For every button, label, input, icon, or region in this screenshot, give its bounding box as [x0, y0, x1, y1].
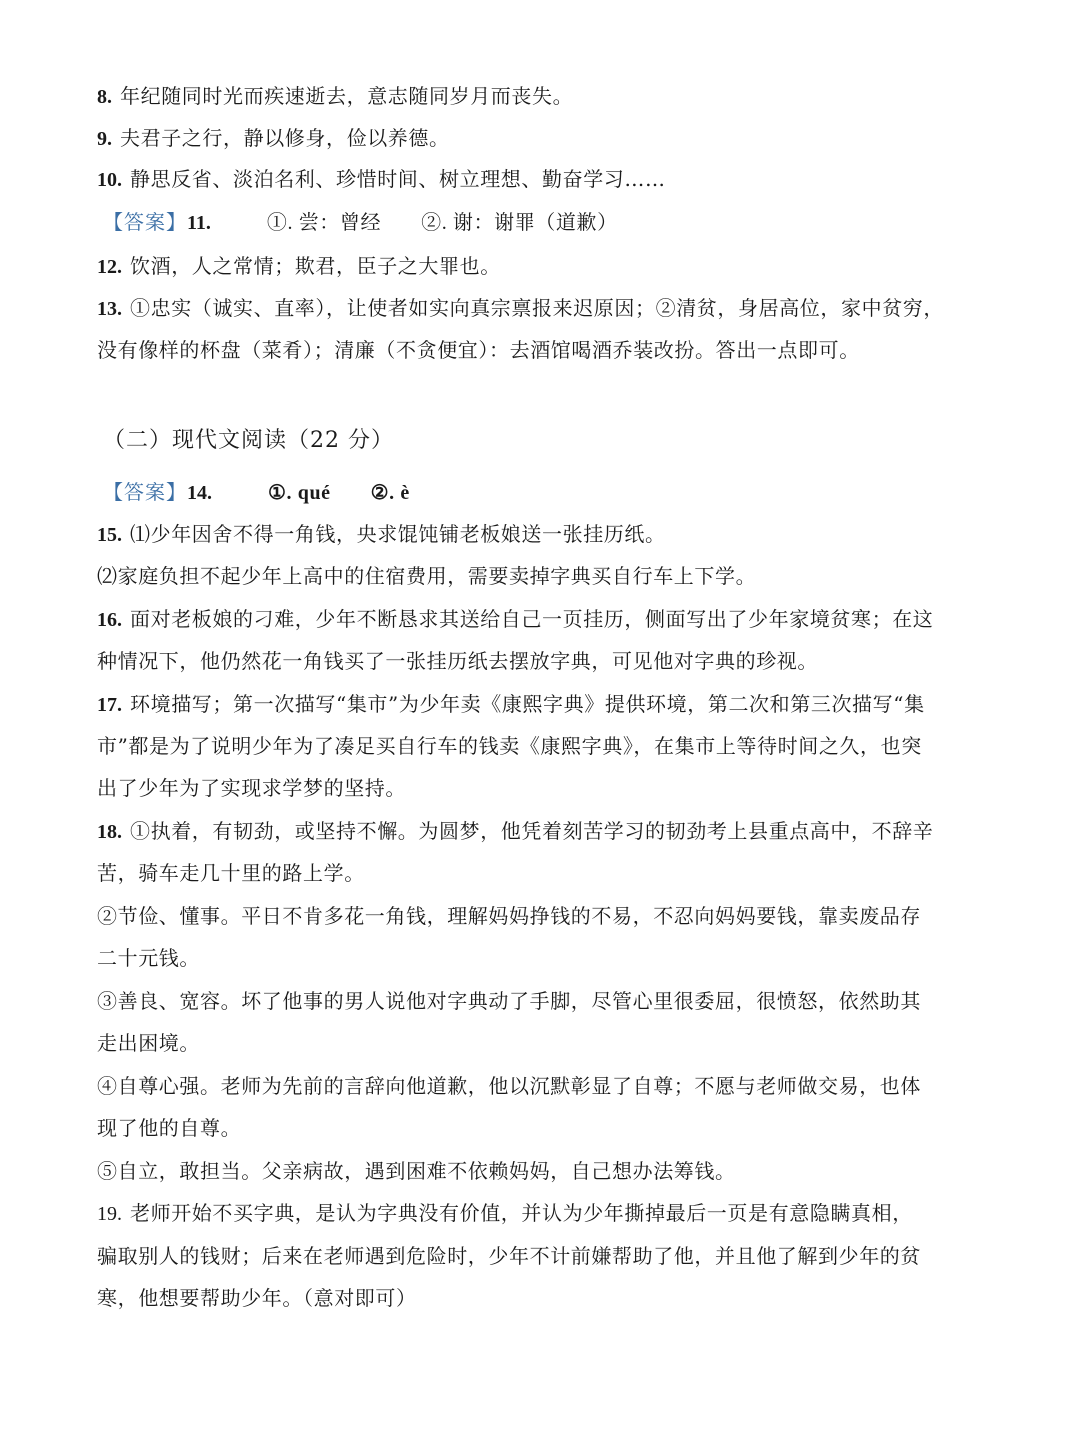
answer-tag: 【答案】: [103, 480, 187, 504]
answer-q17: [97, 690, 925, 719]
answer-q14: [103, 478, 410, 507]
answer-text: 苦，骑车走几十里的路上学。: [97, 861, 365, 885]
answer-q19-continued: [97, 1284, 417, 1312]
answer-tag: 【答案】: [103, 210, 187, 234]
answer-text: 走出困境。: [97, 1031, 200, 1055]
answer-text: ①执着，有韧劲，或坚持不懈。为圆梦，他凭着刻苦学习的韧劲考上县重点高中，不辞辛: [130, 819, 934, 843]
answer-q15: [97, 520, 666, 549]
answer-text: ⑤自立，敢担当。父亲病故，遇到困难不依赖妈妈，自己想办法筹钱。: [97, 1159, 736, 1183]
question-number: 13.: [97, 298, 122, 320]
answer-q16: [97, 605, 933, 634]
question-number: 18.: [97, 821, 122, 843]
answer-q13-continued: [97, 336, 860, 364]
answer-text: 出了少年为了实现求学梦的坚持。: [97, 776, 406, 800]
answer-text: ⑴少年因舍不得一角钱，央求馄饨铺老板娘送一张挂历纸。: [130, 522, 666, 546]
answer-q19-continued: [97, 1242, 921, 1270]
answer-q16-continued: [97, 647, 818, 675]
question-number: 14.: [187, 482, 212, 504]
answer-q18-point4: [97, 1072, 921, 1100]
answer-text: 寒，他想要帮助少年。（意对即可）: [97, 1286, 417, 1310]
answer-q18-point5: [97, 1157, 736, 1185]
answer-text: 饮酒，人之常情；欺君，臣子之大罪也。: [130, 254, 501, 278]
answer-text: 骗取别人的钱财；后来在老师遇到危险时，少年不计前嫌帮助了他，并且他了解到少年的贫: [97, 1244, 921, 1268]
answer-option-2: ②. 谢：谢罪（道歉）: [421, 212, 618, 234]
answer-q18-point3: [97, 987, 921, 1015]
answer-q18-point2-continued: [97, 944, 200, 972]
answer-q18-point2: [97, 902, 921, 930]
answer-text: ④自尊心强。老师为先前的言辞向他道歉，他以沉默彰显了自尊；不愿与老师做交易，也体: [97, 1074, 921, 1098]
question-number: 15.: [97, 524, 122, 546]
question-number: 16.: [97, 609, 122, 631]
answer-q18-point3-continued: [97, 1029, 200, 1057]
answer-q8: [97, 82, 573, 111]
answer-q13: [97, 294, 944, 323]
answer-text: 老师开始不买字典，是认为字典没有价值，并认为少年撕掉最后一页是有意隐瞒真相，: [130, 1201, 913, 1225]
answer-q10: [97, 165, 666, 194]
answer-text: 面对老板娘的刁难，少年不断恳求其送给自己一页挂历，侧面写出了少年家境贫寒；在这: [130, 607, 934, 631]
answer-text: ①忠实（诚实、直率），让使者如实向真宗禀报来迟原因；②清贫，身居高位，家中贫穷，: [130, 296, 944, 320]
question-number: 17.: [97, 694, 122, 716]
answer-text: ③善良、宽容。坏了他事的男人说他对字典动了手脚，尽管心里很委屈，很愤怒，依然助其: [97, 989, 921, 1013]
answer-option-1: ①. 尝：曾经: [266, 212, 382, 234]
answer-q18-point4-continued: [97, 1114, 241, 1142]
answer-text: 现了他的自尊。: [97, 1116, 242, 1140]
answer-q18-continued: [97, 859, 365, 887]
answer-text: 没有像样的杯盘（菜肴）；清廉（不贪便宜）：去酒馆喝酒乔装改扮。答出一点即可。: [97, 338, 860, 362]
answer-q17-continued: [97, 774, 406, 802]
answer-option-1: ①. qué: [268, 482, 331, 504]
answer-text: ②节俭、懂事。平日不肯多花一角钱，理解妈妈挣钱的不易，不忍向妈妈要钱，靠卖废品存: [97, 904, 921, 928]
answer-text: 环境描写；第一次描写“集市”为少年卖《康熙字典》提供环境，第二次和第三次描写“集: [130, 692, 925, 716]
section-title: （二）现代文阅读（22 分）: [103, 428, 394, 453]
answer-text: 二十元钱。: [97, 946, 200, 970]
answer-q19: [97, 1199, 913, 1228]
answer-q9: [97, 124, 450, 153]
question-number: 11.: [187, 212, 211, 234]
answer-q18: [97, 817, 933, 846]
answer-text: 种情况下，他仍然花一角钱买了一张挂历纸去摆放字典，可见他对字典的珍视。: [97, 649, 818, 673]
answer-option-2: ②. è: [370, 482, 410, 504]
answer-q15-part2: [97, 562, 756, 590]
question-number: 19.: [97, 1203, 122, 1225]
answer-text: ⑵家庭负担不起少年上高中的住宿费用，需要卖掉字典买自行车上下学。: [97, 564, 757, 588]
answer-q12: [97, 252, 501, 281]
question-number: 12.: [97, 256, 122, 278]
answer-q17-continued: [97, 732, 922, 760]
answer-text: 静思反省、淡泊名利、珍惜时间、树立理想、勤奋学习……: [130, 167, 666, 191]
answer-text: 市”都是为了说明少年为了凑足买自行车的钱卖《康熙字典》，在集市上等待时间之久，也突: [97, 734, 922, 758]
question-number: 10.: [97, 169, 122, 191]
answer-q11: [103, 208, 618, 237]
answer-text: 年纪随同时光而疾速逝去，意志随同岁月而丧失。: [120, 84, 574, 108]
question-number: 8.: [97, 86, 112, 108]
answer-text: 夫君子之行，静以修身，俭以养德。: [120, 126, 450, 150]
question-number: 9.: [97, 128, 112, 150]
